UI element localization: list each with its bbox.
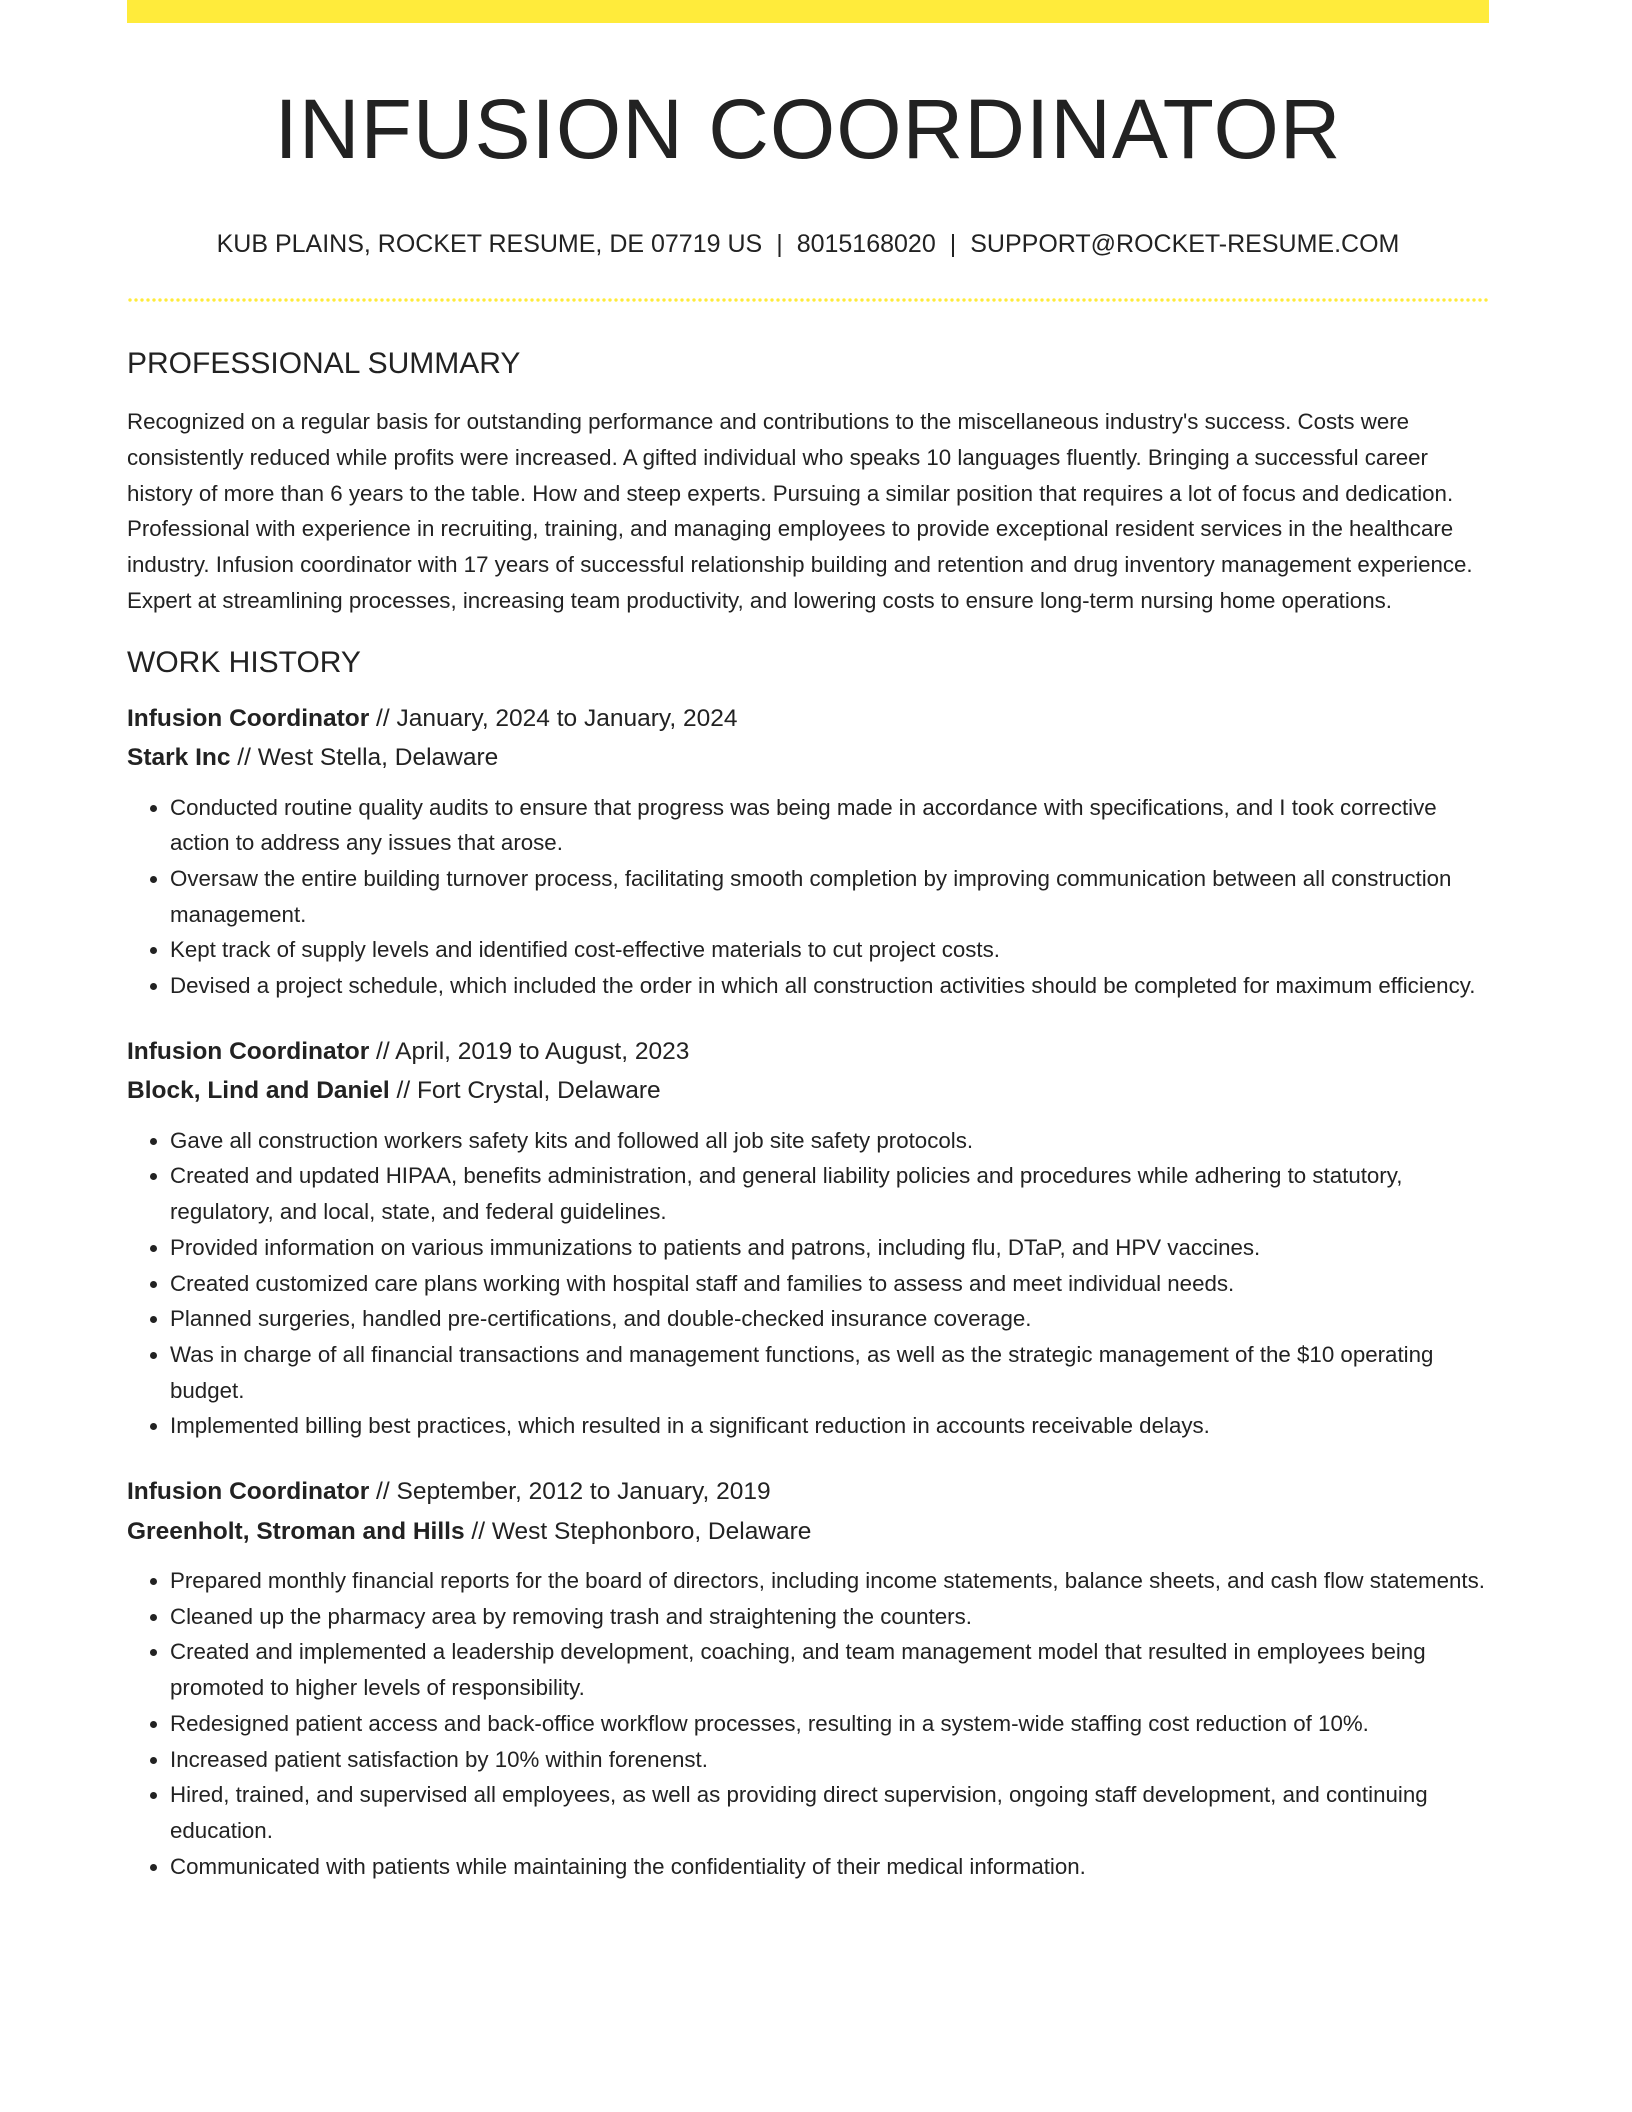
job-bullet: • Implemented billing best practices, which resulted in a significant reduction in accounts receivable delays. [170, 1408, 1489, 1444]
job-dates: // January, 2024 to January, 2024 [369, 704, 738, 732]
job-bullet: • Hired, trained, and supervised all employees, as well as providing direct supervision, ongoing staff development, and continuing education. [170, 1777, 1489, 1848]
job-bullet: • Increased patient satisfaction by 10% within forenenst. [170, 1742, 1489, 1778]
job-company-line [127, 1512, 1489, 1552]
contact-separator: | [776, 229, 783, 258]
job-entry [127, 1472, 1489, 1884]
candidate-name: INFUSION COORDINATOR [274, 82, 1342, 176]
job-bullet: • Created and implemented a leadership development, coaching, and team management model that resulted in employees being promoted to higher levels of responsibility. [170, 1634, 1489, 1705]
job-bullet: • Prepared monthly financial reports for the board of directors, including income statements, balance sheets, and cash flow statements. [170, 1563, 1489, 1599]
job-company: Greenholt, Stroman and Hills [127, 1517, 465, 1545]
job-bullet: • Oversaw the entire building turnover process, facilitating smooth completion by improving communication between all construction management. [170, 861, 1489, 932]
job-bullet-list [127, 790, 1489, 1004]
job-company: Block, Lind and Daniel [127, 1077, 390, 1105]
job-company-line [127, 1071, 1489, 1111]
job-bullet: • Created and updated HIPAA, benefits administration, and general liability policies and procedures while adhering to statutory, regulatory, and local, state, and federal guidelines. [170, 1158, 1489, 1229]
job-bullet: • Was in charge of all financial transactions and management functions, as well as the strategic management of the $10 operating budget. [170, 1337, 1489, 1408]
contact-phone: 8015168020 [796, 229, 936, 258]
resume-page [127, 0, 1489, 1884]
job-bullet-list [127, 1563, 1489, 1884]
dotted-divider [127, 298, 1489, 302]
job-bullet: • Created customized care plans working with hospital staff and families to assess and meet individual needs. [170, 1266, 1489, 1302]
job-bullet: • Planned surgeries, handled pre-certifications, and double-checked insurance coverage. [170, 1301, 1489, 1337]
job-entry [127, 1032, 1489, 1444]
work-history-heading: WORK HISTORY [127, 645, 361, 679]
job-title: Infusion Coordinator [127, 1478, 370, 1506]
job-bullet: • Provided information on various immunizations to patients and patrons, including flu, DTaP, and HPV vaccines. [170, 1230, 1489, 1266]
job-title-line [127, 1472, 1489, 1512]
contact-address: KUB PLAINS, ROCKET RESUME, DE 07719 US [216, 229, 763, 258]
job-location: // West Stella, Delaware [230, 744, 499, 772]
job-bullet: • Conducted routine quality audits to ensure that progress was being made in accordance with specifications, and I took corrective action to address any issues that arose. [170, 790, 1489, 861]
job-bullet: • Communicated with patients while maintaining the confidentiality of their medical information. [170, 1849, 1489, 1885]
job-bullet: • Redesigned patient access and back-office workflow processes, resulting in a system-wide staffing cost reduction of 10%. [170, 1706, 1489, 1742]
job-bullet: • Gave all construction workers safety kits and followed all job site safety protocols. [170, 1123, 1489, 1159]
job-location: // West Stephonboro, Delaware [464, 1517, 812, 1545]
job-company-line [127, 738, 1489, 778]
job-entry [127, 699, 1489, 1004]
work-history-list [127, 699, 1489, 1885]
job-bullet-list [127, 1123, 1489, 1444]
contact-separator: | [949, 229, 957, 258]
accent-top-bar [127, 0, 1489, 23]
job-title-line [127, 699, 1489, 739]
contact-email: SUPPORT@ROCKET-RESUME.COM [970, 229, 1400, 258]
job-bullet: • Devised a project schedule, which included the order in which all construction activities should be completed for maximum efficiency. [170, 968, 1489, 1004]
job-title: Infusion Coordinator [127, 704, 370, 732]
job-title-line [127, 1032, 1489, 1072]
job-bullet: • Kept track of supply levels and identified cost-effective materials to cut project costs. [170, 932, 1489, 968]
job-bullet: • Cleaned up the pharmacy area by removing trash and straightening the counters. [170, 1599, 1489, 1635]
job-dates: // April, 2019 to August, 2023 [369, 1037, 690, 1065]
contact-line [127, 228, 1489, 261]
job-location: // Fort Crystal, Delaware [389, 1077, 661, 1105]
job-title: Infusion Coordinator [127, 1037, 370, 1065]
job-dates: // September, 2012 to January, 2019 [369, 1478, 771, 1506]
job-company: Stark Inc [127, 744, 231, 772]
summary-heading: PROFESSIONAL SUMMARY [127, 347, 521, 381]
summary-text: Recognized on a regular basis for outstanding performance and contributions to the miscellaneous industry's success. Costs were consistently reduced while profits were increased. A gifted individual who speaks 10 languages fluently. Bringing a successful career history of more than 6 years to the table. How and steep experts. Pursuing a similar position that requires a lot of focus and dedication. Professional with experience in recruiting, training, and managing employees to provide exceptional resident services in the healthcare industry. Infusion coordinator with 17 years of successful relationship building and retention and drug inventory management experience. Expert at streamlining processes, increasing team productivity, and lowering costs to ensure long-term nursing home operations. [127, 409, 1473, 613]
